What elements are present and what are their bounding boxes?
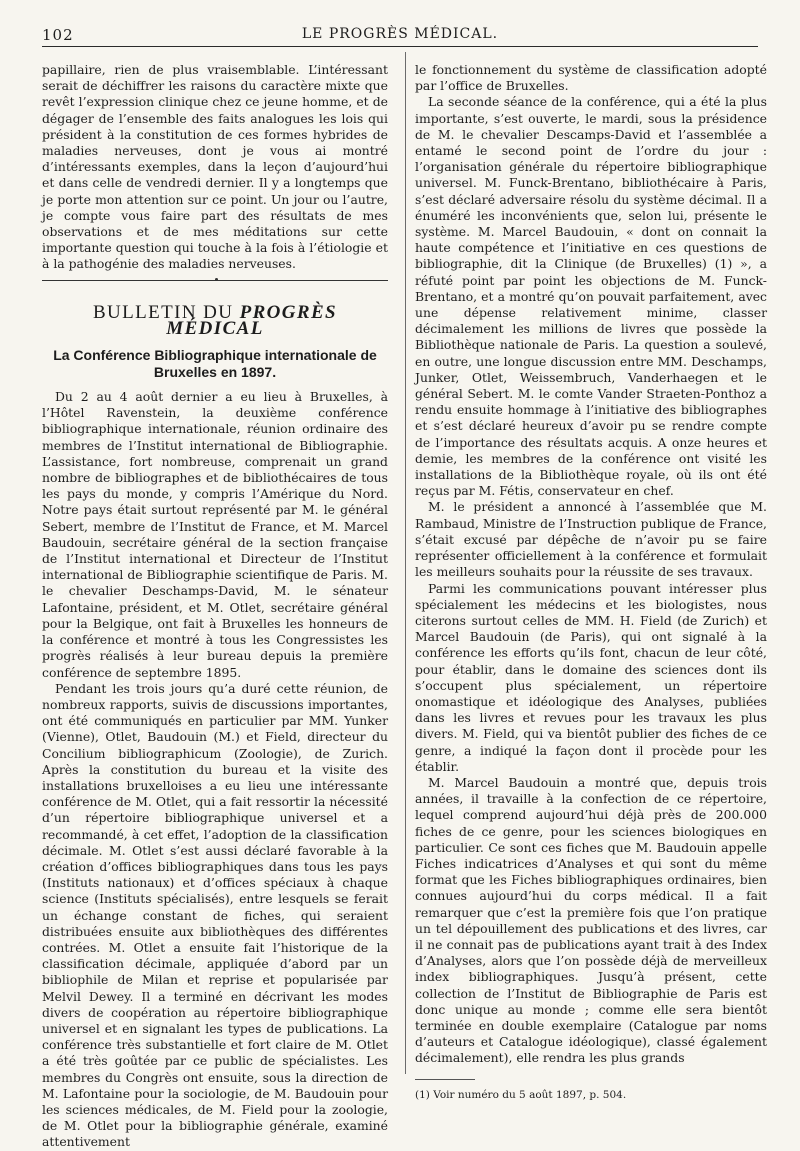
right-paragraph-1: le fonctionnement du système de classification adopté par l’office de Bruxelles. bbox=[415, 62, 767, 94]
footnote: (1) Voir numéro du 5 août 1897, p. 504. bbox=[415, 1088, 627, 1101]
right-paragraph-3: M. le président a annoncé à l’assemblée que M. Rambaud, Ministre de l’Instruction publique de France, s’était excusé par dépêche de n’avoir pu se faire représenter officiellement à la conférence et formulait les meilleurs souhaits pour la réussite de ses travaux. bbox=[415, 499, 767, 580]
article-title: La Conférence Bibliographique internationale de Bruxelles en 1897. bbox=[53, 347, 377, 381]
bulletin-heading-journal: PROGRÈS MÉDICAL bbox=[166, 301, 338, 339]
column-divider bbox=[405, 52, 406, 1074]
left-paragraph-2: Pendant les trois jours qu’a duré cette réunion, de nombreux rapports, suivis de discussions importantes, ont été communiqués en particulier par MM. Yunker (Vienne), Otlet, Baudouin (M.) et Field, directeur du Concilium bibliographicum (Zoologie), de Zurich. Après la constitution du bureau et la visite des installations bruxelloises a eu lieu une intéressante conférence de M. Otlet, qui a fait ressortir la nécessité d’un répertoire bibliographique universel et a recommandé, à cet effet, l’adoption de la classification décimale. M. Otlet s’est aussi déclaré favorable à la création d’offices bibliographiques dans tous les pays (Instituts nationaux) et d’offices spéciaux à chaque science (Instituts spécialisés), entre lesquels se ferait un échange constant de fiches, qui seraient distribuées ensuite aux bibliothèques des différentes contrées. M. Otlet a ensuite fait l’historique de la classification décimale, appliquée d’abord par un bibliophile de Milan et reprise et popularisée par Melvil Dewey. Il a terminé en décrivant les modes divers de coopération au répertoire bibliographique universel et en signalant les types de publications. La conférence très substantielle et fort claire de M. Otlet a été très goûtée par ce public de spécialistes. Les membres du Congrès ont ensuite, sous la direction de M. Lafontaine pour la sociologie, de M. Baudouin pour les sciences médicales, de M. Field pour la zoologie, de M. Otlet pour la bibliographie générale, examiné attentivement bbox=[42, 680, 388, 1150]
left-column bbox=[42, 62, 388, 1151]
bulletin-heading bbox=[42, 301, 388, 339]
right-column bbox=[415, 62, 767, 1102]
right-paragraph-2: La seconde séance de la conférence, qui a été la plus importante, s’est ouverte, le mardi, sous la présidence de M. le chevalier Descamps-David et l’assemblée a entamé le second point de l’ordre du jour : l’organisation générale du répertoire bibliographique universel. M. Funck-Brentano, bibliothécaire à Paris, s’est déclaré adversaire résolu du système décimal. Il a énuméré les inconvénients que, selon lui, présente le système. M. Marcel Baudouin, « dont on connait la haute compétence et l’initiative en ces questions de bibliographie, dit la Clinique (de Bruxelles) (1) », a réfuté point par point les objections de M. Funck-Brentano, et a montré qu’on pouvait parfaitement, avec une dépense relativement minime, classer décimalement les millions de livres que possède la Bibliothèque nationale de Paris. La question a soulevé, en outre, une longue discussion entre MM. Deschamps, Junker, Otlet, Weissembruch, Vanderhaegen et le général Sebert. M. le comte Vander Straeten-Ponthoz a rendu ensuite hommage à l’initiative des bibliographes et s’est déclaré heureux d’avoir pu se rendre compte de l’importance des résultats acquis. A onze heures et demie, les membres de la conférence ont visité les installations de la Bibliothèque royale, où ils ont été reçus par M. Fétis, conservateur en chef. bbox=[415, 94, 767, 499]
footnote-rule bbox=[415, 1079, 475, 1080]
right-paragraph-4: Parmi les communications pouvant intéresser plus spécialement les médecins et les biologistes, nous citerons surtout celles de MM. H. Field (de Zurich) et Marcel Baudouin (de Paris), qui ont signalé à la conférence les efforts qu’ils font, chacun de leur côté, pour établir, dans le domaine des sciences dont ils s’occupent plus spécialement, un répertoire onomastique et idéologique des Analyses, publiées dans les livres et revues pour les travaux les plus divers. M. Field, qui va bientôt publier des fiches de ce genre, a indiqué la façon dont il procède pour les établir. bbox=[415, 580, 767, 774]
header-rule bbox=[42, 46, 758, 47]
running-header bbox=[42, 26, 758, 46]
intro-paragraph: papillaire, rien de plus vraisemblable. L’intéressant serait de déchiffrer les raisons du caractère mixte que revêt l’expression clinique chez ce jeune homme, et de dégager de l’ensemble des faits analogues les lois qui président à la constitution de ces formes hybrides de maladies nerveuses, dont je vous ai montré d’intéressants exemples, dans la leçon d’aujourd’hui et dans celle de vendredi dernier. Il y a longtemps que je porte mon attention sur ce point. Un jour ou l’autre, je compte vous faire part des résultats de mes observations et de mes méditations sur cette importante question qui touche à la fois à l’étiologie et à la pathogénie des maladies nerveuses. bbox=[42, 62, 388, 272]
page-number: 102 bbox=[42, 26, 74, 44]
section-divider bbox=[42, 280, 388, 281]
right-paragraph-5: M. Marcel Baudouin a montré que, depuis trois années, il travaille à la confection de ce répertoire, lequel comprend aujourd’hui déjà près de 200.000 fiches de ce genre, pour les sciences biologiques en particulier. Ce sont ces fiches que M. Baudouin appelle Fiches indicatrices d’Analyses et qui sont du même format que les Fiches bibliographiques ordinaires, bien connues aujourd’hui du corps médical. Il a fait remarquer que c’est la première fois que l’on pratique un tel dépouillement des publications et des livres, car il ne connait pas de publications ayant trait à des Index d’Analyses, alors que l’on possède déjà de merveilleux index bibliographiques. Jusqu’à présent, cette collection de l’Institut de Bibliographie de Paris est donc unique au monde ; comme elle sera bientôt terminée en double exemplaire (Catalogue par noms d’auteurs et Catalogue idéologique), classé également décimalement), elle rendra les plus grands bbox=[415, 774, 767, 1066]
journal-title: LE PROGRÈS MÉDICAL. bbox=[301, 26, 499, 42]
left-paragraph-1: Du 2 au 4 août dernier a eu lieu à Bruxelles, à l’Hôtel Ravenstein, la deuxième conférence bibliographique internationale, réunion ordinaire des membres de l’Institut international de Bibliographie. L’assistance, fort nombreuse, comprenait un grand nombre de bibliographes et de bibliothécaires de tous les pays du monde, y compris l’Amérique du Nord. Notre pays était surtout représenté par M. le général Sebert, membre de l’Institut de France, et M. Marcel Baudouin, secrétaire général de la section française de l’Institut international et Directeur de l’Institut international de Bibliographie scientifique de Paris. M. le chevalier Deschamps-David, M. le sénateur Lafontaine, président, et M. Otlet, secrétaire général pour la Belgique, ont fait à Bruxelles les honneurs de la conférence et montré à tous les Congressistes les progrès réalisés à leur bureau depuis la première conférence de septembre 1895. bbox=[42, 389, 388, 680]
bulletin-heading-plain: BULLETIN DU bbox=[92, 301, 240, 323]
